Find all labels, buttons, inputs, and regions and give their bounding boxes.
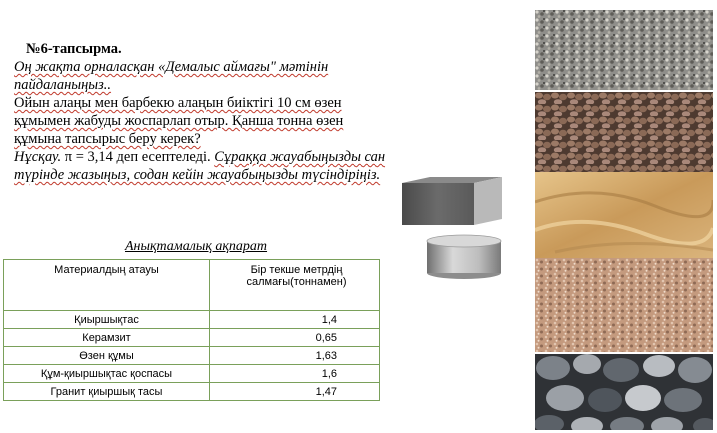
sand-photo (535, 172, 713, 258)
table-row (4, 383, 380, 401)
task-text-block (14, 40, 394, 184)
material-name: Өзен құмы (4, 347, 210, 365)
reference-table (3, 259, 380, 401)
material-name: Керамзит (4, 329, 210, 347)
table-row (4, 347, 380, 365)
gravel-photo (535, 10, 713, 90)
task-intro: Оң жақта орналасқан «Демалыс аймағы" мәтінін пайдаланыңыз.. (14, 59, 329, 93)
material-weight: 1,6 (210, 365, 380, 383)
table-row (4, 329, 380, 347)
granite-gravel-photo (535, 354, 713, 430)
expanded-clay-photo (535, 92, 713, 172)
hint-text: π = 3,14 деп есептеледі. (61, 149, 211, 165)
task-hint (14, 148, 394, 184)
hint-label: Нұсқау. (14, 149, 62, 165)
material-name: Гранит қиыршық тасы (4, 383, 210, 401)
table-row (4, 365, 380, 383)
table-row (4, 311, 380, 329)
material-name: Қиыршықтас (4, 311, 210, 329)
material-name: Құм-қиыршықтас қоспасы (4, 365, 210, 383)
hint-instruction: Сұраққа жауабыңызды сан түрінде жазыңыз, содан кейін жауабыңызды түсіндіріңіз. (14, 149, 386, 183)
table-header-row (4, 260, 380, 311)
cylinder-image (425, 234, 503, 280)
sand-gravel-mix-photo (535, 258, 713, 352)
material-weight: 1,63 (210, 347, 380, 365)
task-title: №6-тапсырма. (26, 41, 122, 57)
material-weight: 1,4 (210, 311, 380, 329)
header-weight: Бір текше метрдің салмағы(тоннамен) (210, 260, 380, 311)
reference-title: Анықтамалық ақпарат (125, 239, 268, 254)
material-weight: 1,47 (210, 383, 380, 401)
header-material-name: Материалдың атауы (4, 260, 210, 311)
material-weight: 0,65 (210, 329, 380, 347)
cuboid-image (402, 177, 502, 225)
task-question: Ойын алаңы мен барбекю алаңын биіктігі 10 см өзен құмымен жабуды жоспарлап отыр. Қанша тонна өзен құмына тапсырыс беру керек? (14, 95, 344, 147)
